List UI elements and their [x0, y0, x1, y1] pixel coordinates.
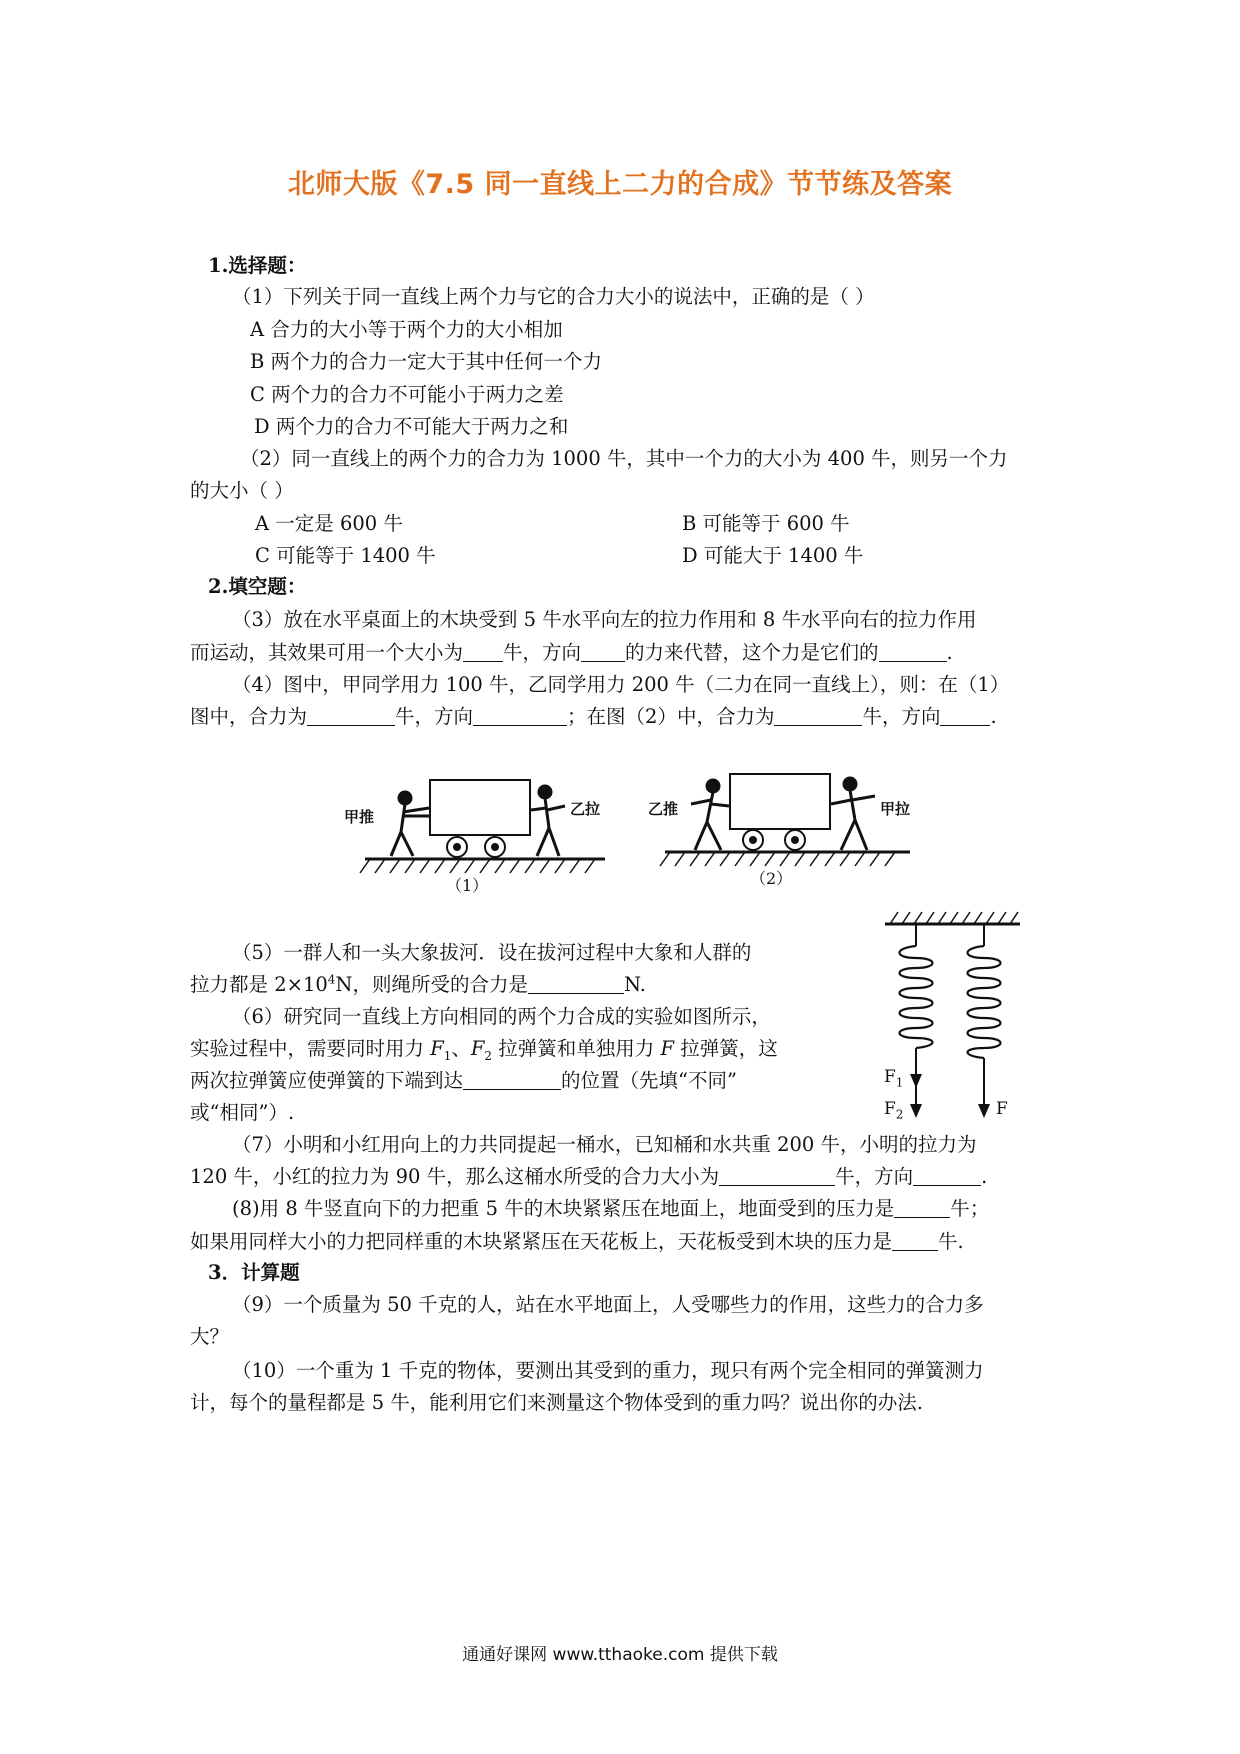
- q1-option-c: C 两个力的合力不可能小于两力之差: [250, 383, 564, 406]
- spring-label-f1: $F_1$: [884, 1067, 904, 1090]
- answer-blank[interactable]: [892, 1230, 938, 1251]
- answer-blank[interactable]: [307, 705, 395, 726]
- question-3-line-1: （3）放在水平桌面上的木块受到 5 牛水平向左的拉力作用和 8 牛水平向右的拉力作用: [232, 608, 977, 631]
- cart-figure-1: [355, 770, 615, 890]
- q1-option-b: B 两个力的合力一定大于其中任何一个力: [250, 350, 603, 373]
- q1-option-a: A 合力的大小等于两个力的大小相加: [250, 318, 563, 341]
- q1-option-d: D 两个力的合力不可能大于两力之和: [254, 415, 569, 438]
- answer-blank[interactable]: [774, 705, 862, 726]
- question-10-line-1: （10）一个重为 1 千克的物体，要测出其受到的重力，现只有两个完全相同的弹簧测力: [232, 1359, 984, 1382]
- fig2-left-label: 乙推: [648, 800, 679, 818]
- answer-blank[interactable]: [879, 641, 947, 662]
- answer-blank[interactable]: [528, 973, 624, 994]
- answer-blank[interactable]: [463, 1069, 561, 1090]
- question-6-line-1: （6）研究同一直线上方向相同的两个力合成的实验如图所示，: [232, 1005, 771, 1028]
- question-5-line-1: （5）一群人和一头大象拔河．设在拔河过程中大象和人群的: [232, 941, 752, 964]
- question-8-line-1: (8)用 8 牛竖直向下的力把重 5 牛的木块紧紧压在地面上，地面受到的压力是 牛；: [232, 1197, 990, 1220]
- fig1-caption: （1）: [446, 876, 489, 895]
- q2-option-d: D 可能大于 1400 牛: [682, 544, 864, 567]
- question-1: （1）下列关于同一直线上两个力与它的合力大小的说法中，正确的是（ ）: [232, 285, 875, 308]
- question-9-line-2: 大？: [190, 1325, 230, 1348]
- question-2-line-1: （2）同一直线上的两个力的合力为 1000 牛，其中一个力的大小为 400 牛，则另一个力: [240, 447, 1008, 470]
- q2-option-b: B 可能等于 600 牛: [682, 512, 850, 535]
- question-6-line-2: 实验过程中，需要同时用力 $F_1$、$F_2$ 拉弹簧和单独用力 F 拉弹簧，这: [190, 1037, 778, 1063]
- fig1-left-label: 甲推: [344, 808, 375, 826]
- page-title: 北师大版《7.5 同一直线上二力的合成》节节练及答案: [287, 169, 953, 200]
- answer-blank[interactable]: [473, 705, 567, 726]
- question-5-line-2: 拉力都是 $2\times 10^4N$，则绳所受的合力是 N.: [190, 972, 646, 996]
- section-1-heading: 1.选择题：: [208, 254, 307, 277]
- question-6-line-3: 两次拉弹簧应使弹簧的下端到达 的位置（先填“不同”: [190, 1069, 737, 1092]
- answer-blank[interactable]: [719, 1165, 835, 1186]
- answer-blank[interactable]: [463, 641, 503, 662]
- fig2-right-label: 甲拉: [880, 800, 911, 818]
- spring-diagram: [880, 910, 1030, 1125]
- answer-blank[interactable]: [913, 1165, 981, 1186]
- question-10-line-2: 计，每个的量程都是 5 牛，能利用它们来测量这个物体受到的重力吗？说出你的办法.: [190, 1391, 924, 1414]
- fig1-right-label: 乙拉: [570, 800, 601, 818]
- spring-label-f: F: [996, 1099, 1008, 1119]
- question-8-line-2: 如果用同样大小的力把同样重的木块紧紧压在天花板上，天花板受到木块的压力是 牛.: [190, 1230, 964, 1253]
- question-9-line-1: （9）一个质量为 50 千克的人，站在水平地面上，人受哪些力的作用，这些力的合力多: [232, 1293, 984, 1316]
- spring-label-f2: $F_2$: [884, 1099, 904, 1122]
- question-7-line-2: 120 牛，小红的拉力为 90 牛，那么这桶水所受的合力大小为 牛，方向 .: [190, 1165, 988, 1188]
- answer-blank[interactable]: [581, 641, 625, 662]
- answer-blank[interactable]: [894, 1197, 950, 1218]
- section-3-heading: 3．计算题: [208, 1261, 300, 1284]
- section-2-heading: 2.填空题：: [208, 575, 307, 598]
- question-4-line-1: （4）图中，甲同学用力 100 牛，乙同学用力 200 牛（二力在同一直线上），则：在（1）: [232, 673, 1010, 696]
- question-6-line-4: 或“相同”）.: [190, 1101, 295, 1124]
- fig2-caption: （2）: [750, 869, 793, 888]
- q2-option-a: A 一定是 600 牛: [255, 512, 403, 535]
- page-footer: 通通好课网 www.tthaoke.com 提供下载: [462, 1645, 778, 1665]
- q2-option-c: C 可能等于 1400 牛: [255, 544, 436, 567]
- answer-blank[interactable]: [940, 705, 990, 726]
- question-3-line-2: 而运动，其效果可用一个大小为 牛，方向 的力来代替，这个力是它们的 .: [190, 641, 953, 664]
- question-4-line-2: 图中，合力为 牛，方向 ；在图（2）中，合力为 牛，方向 .: [190, 705, 997, 728]
- question-7-line-1: （7）小明和小红用向上的力共同提起一桶水，已知桶和水共重 200 牛，小明的拉力为: [232, 1133, 977, 1156]
- question-2-line-2: 的大小（ ）: [190, 479, 294, 502]
